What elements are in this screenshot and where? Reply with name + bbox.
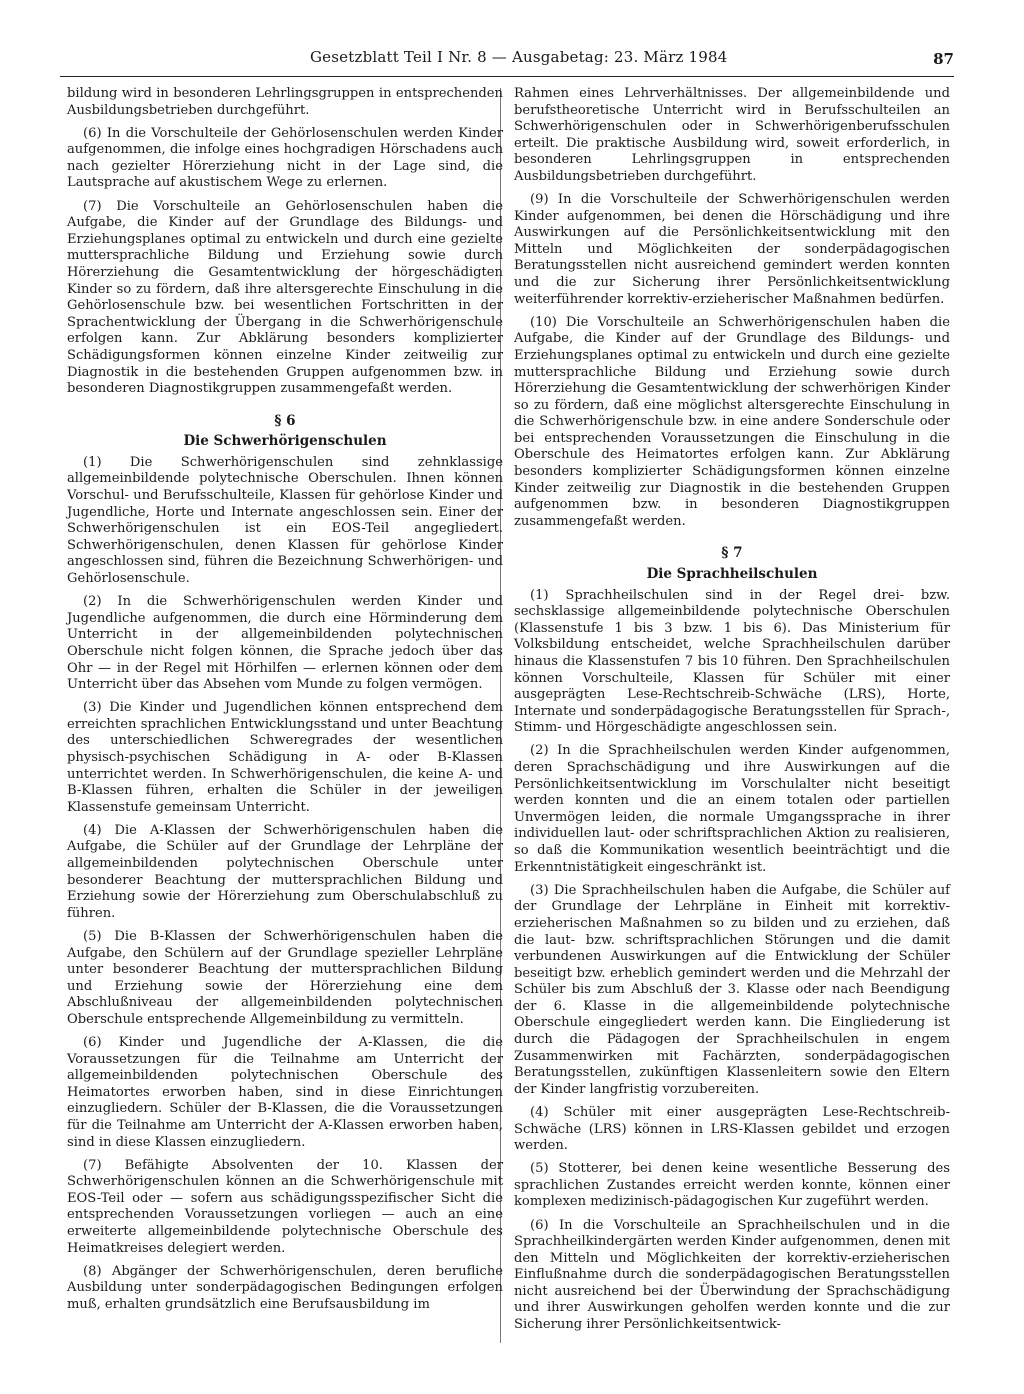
paragraph: (6) Kinder und Jugendliche der A-Klassen, die die Voraussetzungen für die Teilnahme am Unterricht der allgemeinbildenden polytechnischen Oberschule des Heimatortes erworben haben, sind in diese Einrichtungen einzugliedern. Schüler der B-Klassen, die die Voraussetzungen für die Teilnahme am Unterricht der A-Klassen erworben haben, sind in diese Klassen einzugliedern.: [67, 1034, 503, 1150]
paragraph: (4) Die A-Klassen der Schwerhörigenschulen haben die Aufgabe, die Schüler auf der Grundlage der Lehrpläne der allgemeinbildenden polytechnischen Oberschule unter besonderer Beachtung der muttersprachlichen Bildung und Erziehung sowie der Hörerziehung zum Oberschulabschluß zu führen.: [67, 822, 503, 921]
paragraph: (9) In die Vorschulteile der Schwerhörigenschulen werden Kinder aufgenommen, bei denen die Hörschädigung und ihre Auswirkungen auf die Persönlichkeitsentwicklung mit den Mitteln und Möglichkeiten der sonderpädagogischen Beratungsstellen nicht ausreichend gemindert werden konnten und die zur Sicherung ihrer Persönlichkeitsentwicklung weiterführender korrektiv-erzieherischer Maßnahmen bedürfen.: [514, 192, 950, 307]
paragraph: (1) Sprachheilschulen sind in der Regel drei- bzw. sechsklassige allgemeinbildende polytechnische Oberschulen (Klassenstufe 1 bis 3 bzw. 1 bis 6). Das Ministerium für Volksbildung entscheidet, welche Sprachheilschulen darüber hinaus die Klassenstufen 7 bis 10 führen. Den Sprachheilschulen können Vorschulteile, Klassen für Schüler mit einer ausgeprägten Lese-Rechtschreib-Schwäche (LRS), Horte, Internate und sonderpädagogische Beratungsstellen für Sprach-, Stimm- und Hörgeschädigte angeschlossen sein.: [514, 587, 950, 736]
section-number: § 7: [721, 545, 743, 562]
paragraph: (1) Die Schwerhörigenschulen sind zehnklassige allgemeinbildende polytechnische Oberschulen. Ihnen können Vorschul- und Berufsschulteile, Klassen für gehörlose Kinder und Jugendliche, Horte und Internate angeschlossen sein. Einer der Schwerhörigenschulen ist ein EOS-Teil angegliedert. Schwerhörigenschulen, denen Klassen für gehörlose Kinder angeschlossen sind, führen die Bezeichnung Schwerhörigen- und Gehörlosenschule.: [67, 454, 503, 587]
paragraph: (6) In die Vorschulteile an Sprachheilschulen und in die Sprachheilkindergärten werden Kinder aufgenommen, denen mit den Mitteln und Möglichkeiten der korrektiv-erzieherischen Einflußnahme durch die sonderpädagogischen Beratungsstellen nicht ausreichend bei der Überwindung der Sprachschädigung und ihrer Auswirkungen geholfen werden konnte und die zur Sicherung ihrer Persönlichkeitsentwick-: [514, 1217, 950, 1333]
paragraph: (7) Die Vorschulteile an Gehörlosenschulen haben die Aufgabe, die Kinder auf der Grundlage des Bildungs- und Erziehungsplanes optimal zu entwickeln und durch eine gezielte muttersprachliche Bildung und Erziehung sowie durch Hörerziehung die Gesamtentwicklung der hörgeschädigten Kinder so zu fördern, daß ihre altersgerechte Einschulung in die Gehörlosenschule bzw. bei wesentlichen Fortschritten in der Sprachentwicklung der Übergang in die Schwerhörigenschule erfolgen kann. Zur Abklärung besonders komplizierter Schädigungsformen können einzelne Kinder zeitweilig zur Diagnostik in die bestehenden Gruppen aufgenommen bzw. in besonderen Diagnostikgruppen zusammengefaßt werden.: [67, 198, 503, 397]
paragraph: (7) Befähigte Absolventen der 10. Klassen der Schwerhörigenschulen können an die Schwerhörigenschule mit EOS-Teil oder — sofern aus schädigungsspezifischer Sicht die entsprechenden Voraussetzungen vorliegen — auch an eine erweiterte allgemeinbildende polytechnische Oberschule des Heimatkreises delegiert werden.: [67, 1157, 503, 1256]
right-column: [514, 86, 950, 1340]
paragraph: bildung wird in besonderen Lehrlingsgruppen in entsprechenden Ausbildungsbetrieben durchgeführt.: [67, 86, 503, 118]
gazette-title: Gesetzblatt Teil I Nr. 8 — Ausgabetag: 23. März 1984: [310, 48, 728, 66]
paragraph: Rahmen eines Lehrverhältnisses. Der allgemeinbildende und berufstheoretische Unterricht wird in Berufsschulteilen an Schwerhörigenschulen oder in Schwerhörigenberufsschulen erteilt. Die praktische Ausbildung wird, soweit erforderlich, in besonderen Lehrlingsgruppen in entsprechenden Ausbildungsbetrieben durchgeführt.: [514, 86, 950, 184]
paragraph: (3) Die Kinder und Jugendlichen können entsprechend dem erreichten sprachlichen Entwicklungsstand und unter Beachtung des unterschiedlichen Schweregrades der wesentlichen physisch-psychischen Schädigung in A- oder B-Klassen unterrichtet werden. In Schwerhörigenschulen, die keine A- und B-Klassen führen, erhalten die Schüler in der jeweiligen Klassenstufe gemeinsam Unterricht.: [67, 700, 503, 815]
section-title: Die Schwerhörigenschulen: [183, 433, 387, 450]
page-header: [60, 46, 954, 77]
page-number: 87: [933, 50, 954, 68]
section-number: § 6: [274, 412, 296, 429]
paragraph: (8) Abgänger der Schwerhörigenschulen, deren berufliche Ausbildung unter sonderpädagogischen Bedingungen erfolgen muß, erhalten grundsätzlich eine Berufsausbildung im: [67, 1263, 503, 1312]
paragraph: (6) In die Vorschulteile der Gehörlosenschulen werden Kinder aufgenommen, die infolge eines hochgradigen Hörschadens auch nach gezielter Hörerziehung nicht in der Lage sind, die Lautsprache auf akustischem Wege zu erlernen.: [67, 125, 503, 191]
paragraph: (2) In die Sprachheilschulen werden Kinder aufgenommen, deren Sprachschädigung und ihre Auswirkungen auf die Persönlichkeitsentwicklung im Vorschulalter nicht beseitigt werden konnten und die an einem totalen oder partiellen Unvermögen leiden, die normale Umgangssprache in ihrer individuellen laut- oder schriftsprachlichen Aktion zu realisieren, so daß die Kommunikation wesentlich beeinträchtigt und die Erkenntnistätigkeit eingeschränkt ist.: [514, 743, 950, 875]
paragraph: (10) Die Vorschulteile an Schwerhörigenschulen haben die Aufgabe, die Kinder auf der Grundlage des Bildungs- und Erziehungsplanes optimal zu entwickeln und durch eine gezielte muttersprachliche Bildung und Erziehung sowie durch Hörerziehung die Gesamtentwicklung der schwerhörigen Kinder so zu fördern, daß eine möglichst altersgerechte Einschulung in die Schwerhörigenschule bzw. in eine andere Sonderschule oder bei entsprechenden Voraussetzungen die Einschulung in die Oberschule des Heimatortes erfolgen kann. Zur Abklärung besonders komplizierter Schädigungsformen können einzelne Kinder zeitweilig zur Diagnostik in die bestehenden Gruppen aufgenommen bzw. in besonderen Diagnostikgruppen zusammengefaßt werden.: [514, 314, 950, 529]
paragraph: (2) In die Schwerhörigenschulen werden Kinder und Jugendliche aufgenommen, die durch eine Hörminderung dem Unterricht in der allgemeinbildenden polytechnischen Oberschule nicht folgen können, die Sprache jedoch über das Ohr — in der Regel mit Hörhilfen — erlernen können oder dem Unterricht über das Absehen vom Munde zu folgen vermögen.: [67, 594, 503, 693]
left-column: [67, 86, 503, 1320]
section-title: Die Sprachheilschulen: [646, 566, 818, 583]
paragraph: (3) Die Sprachheilschulen haben die Aufgabe, die Schüler auf der Grundlage der Lehrpläne in Einheit mit korrektiv-erzieherischen Maßnahmen so zu bilden und zu erziehen, daß die laut- bzw. schriftsprachlichen Störungen und die damit verbundenen Auswirkungen auf die Entwicklung der Schüler beseitigt bzw. erheblich gemindert werden und die Mehrzahl der Schüler bis zum Abschluß der 3. Klasse oder nach Beendigung der 6. Klasse in die allgemeinbildende polytechnische Oberschule eingegliedert werden kann. Die Eingliederung ist durch die Pädagogen der Sprachheilschulen in engem Zusammenwirken mit Fachärzten, sonderpädagogischen Beratungsstellen, zukünftigen Klassenleitern sowie den Eltern der Kinder langfristig vorzubereiten.: [514, 882, 950, 1097]
paragraph: (5) Die B-Klassen der Schwerhörigenschulen haben die Aufgabe, den Schülern auf der Grundlage spezieller Lehrpläne unter besonderer Beachtung der muttersprachlichen Bildung und Erziehung sowie der Hörerziehung eine dem Abschlußniveau der allgemeinbildenden polytechnischen Oberschule entsprechende Allgemeinbildung zu vermitteln.: [67, 928, 503, 1027]
paragraph: (5) Stotterer, bei denen keine wesentliche Besserung des sprachlichen Zustandes erreicht werden konnte, können einer komplexen medizinisch-pädagogischen Kur zugeführt werden.: [514, 1161, 950, 1210]
paragraph: (4) Schüler mit einer ausgeprägten Lese-Rechtschreib-Schwäche (LRS) können in LRS-Klassen gebildet und erzogen werden.: [514, 1104, 950, 1154]
